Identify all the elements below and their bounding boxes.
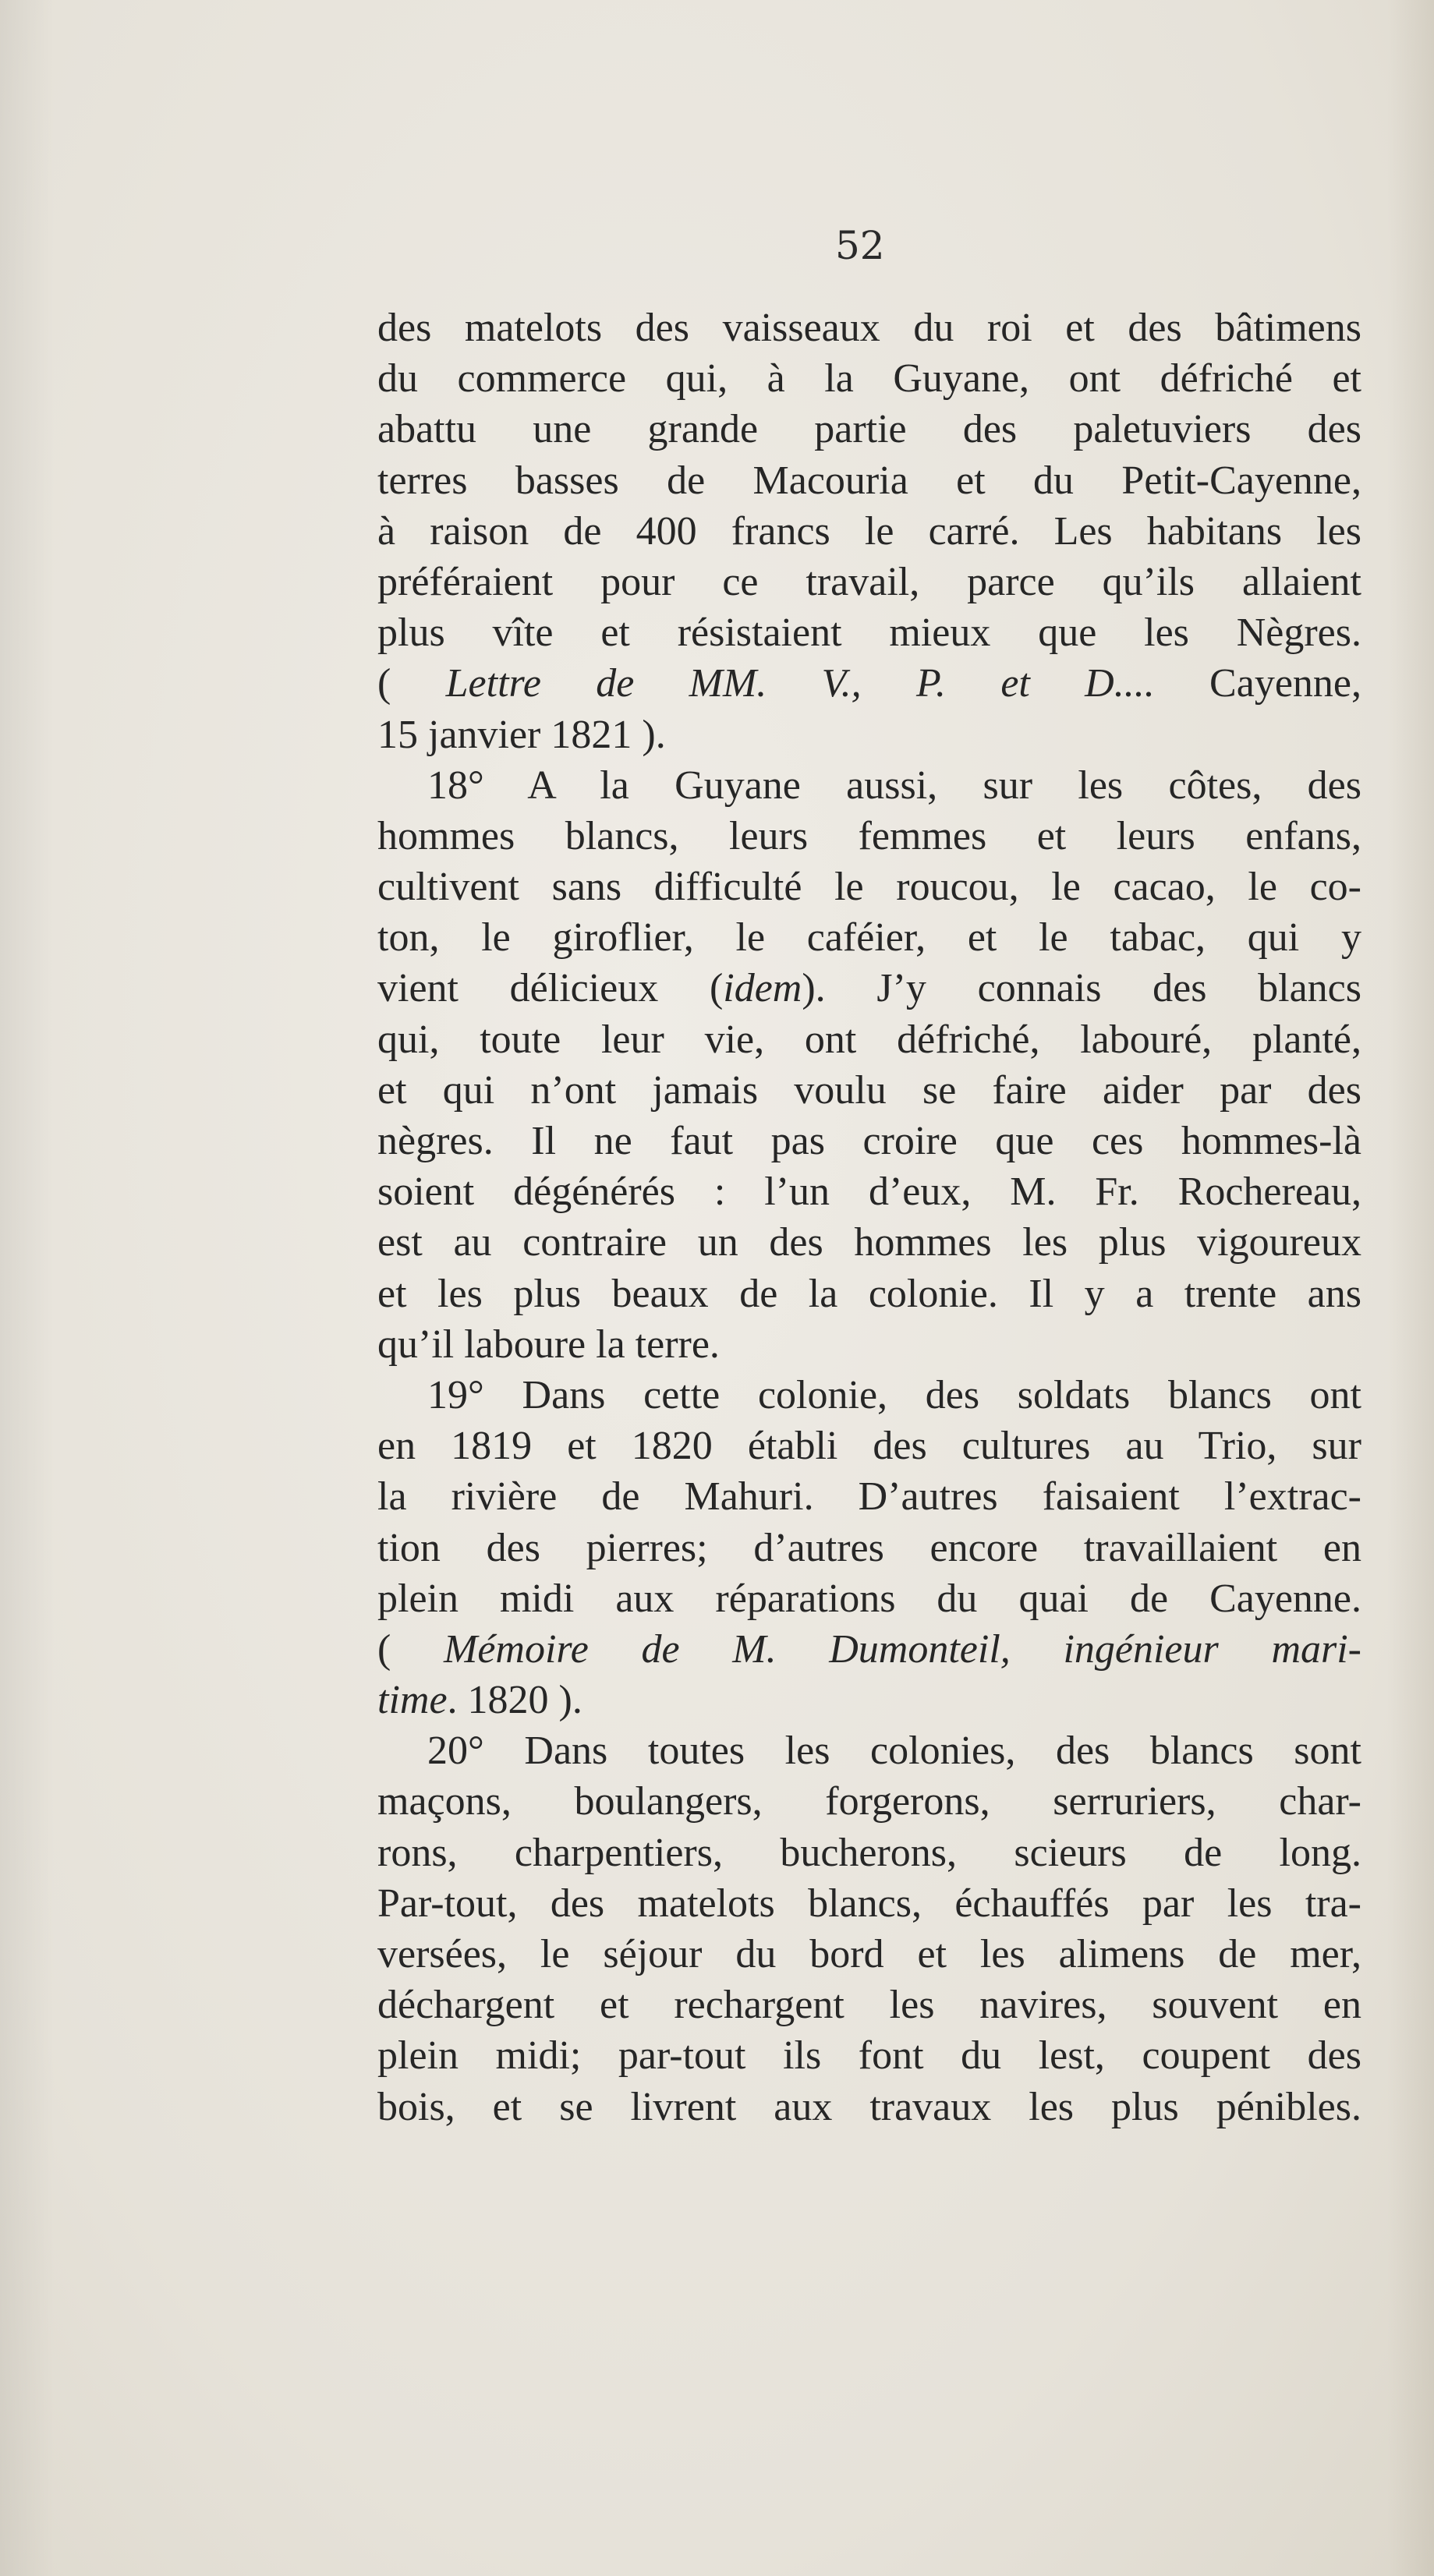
text-segment: à raison de 400 francs le carré. Les habitans les — [377, 508, 1361, 554]
text-line — [377, 912, 1361, 963]
text-line — [377, 963, 1361, 1014]
text-line — [377, 506, 1361, 557]
text-segment: du commerce qui, à la Guyane, ont défriché et — [377, 356, 1361, 402]
text-segment: terres basses de Macouria et du Petit-Cayenne, — [377, 458, 1361, 503]
text-segment: nègres. Il ne faut pas croire que ces hommes-là — [377, 1119, 1361, 1163]
text-line — [377, 1828, 1361, 1878]
text-line — [377, 1675, 1361, 1725]
text-segment: Par-tout, des matelots blancs, échauffés par les tra- — [377, 1881, 1361, 1926]
text-line — [377, 811, 1361, 862]
text-line — [377, 1319, 1361, 1370]
text-line — [377, 862, 1361, 912]
text-segment: soient dégénérés : l’un d’eux, M. Fr. Rochereau, — [377, 1169, 1361, 1215]
text-segment: des matelots des vaisseaux du roi et des bâtimens — [377, 306, 1361, 350]
text-segment: plein midi; par-tout ils font du lest, coupent des — [377, 2033, 1361, 2079]
text-segment: tion des pierres; d’autres encore travaillaient en — [377, 1525, 1361, 1570]
text-line — [377, 1471, 1361, 1522]
text-segment: . 1820 ). — [447, 1678, 582, 1723]
text-line — [377, 1929, 1361, 1980]
text-segment: en 1819 et 1820 établi des cultures au Trio, sur — [377, 1424, 1361, 1469]
text-segment: hommes blancs, leurs femmes et leurs enfans, — [377, 813, 1361, 858]
text-line — [377, 1116, 1361, 1166]
text-line — [377, 760, 1361, 811]
text-segment: et qui n’ont jamais voulu se faire aider par des — [377, 1067, 1361, 1113]
text-line — [377, 303, 1361, 353]
text-line — [377, 1370, 1361, 1421]
text-line — [377, 1014, 1361, 1065]
text-line — [377, 1217, 1361, 1268]
text-line — [377, 1166, 1361, 1217]
text-line — [377, 1269, 1361, 1319]
text-line — [377, 1065, 1361, 1116]
text-segment: 19° Dans cette colonie, des soldats blancs ont — [427, 1372, 1361, 1417]
text-segment: bois, et se livrent aux travaux les plus pénibles. — [377, 2084, 1361, 2129]
text-segment: déchargent et rechargent les navires, souvent en — [377, 1983, 1361, 2028]
text-segment: Cayenne, — [1154, 661, 1361, 706]
text-segment: versées, le séjour du bord et les alimens de mer, — [377, 1932, 1361, 1976]
text-line — [377, 455, 1361, 506]
text-segment: qui, toute leur vie, ont défriché, labouré, planté, — [377, 1017, 1361, 1062]
text-segment: préféraient pour ce travail, parce qu’ils allaient — [377, 559, 1361, 604]
page-number: 52 — [835, 223, 885, 268]
text-segment: 20° Dans toutes les colonies, des blancs sont — [427, 1729, 1361, 1774]
italic-text-segment: Mémoire de M. Dumonteil, ingénieur mari- — [444, 1626, 1361, 1672]
text-segment: 15 janvier 1821 ). — [377, 712, 666, 757]
text-segment: plus vîte et résistaient mieux que les Nègres. — [377, 610, 1361, 656]
text-segment: et les plus beaux de la colonie. Il y a trente ans — [377, 1271, 1361, 1316]
italic-text-segment: time — [377, 1678, 448, 1723]
text-line — [377, 658, 1361, 709]
text-line — [377, 557, 1361, 607]
text-segment: abattu une grande partie des paletuviers des — [377, 407, 1361, 452]
text-line — [377, 1725, 1361, 1776]
italic-text-segment: Lettre de MM. V., P. et D.... — [445, 661, 1155, 706]
text-segment: la rivière de Mahuri. D’autres faisaient l’extrac- — [377, 1474, 1361, 1520]
text-segment: ( — [377, 661, 446, 706]
text-segment: ( — [377, 1626, 444, 1672]
text-segment: qu’il laboure la terre. — [377, 1322, 720, 1367]
text-segment: est au contraire un des hommes les plus vigoureux — [377, 1220, 1361, 1265]
text-line — [377, 353, 1361, 404]
text-line — [377, 1523, 1361, 1573]
text-line — [377, 404, 1361, 455]
text-segment: plein midi aux réparations du quai de Cayenne. — [377, 1576, 1361, 1621]
text-segment: rons, charpentiers, bucherons, scieurs de long. — [377, 1830, 1361, 1875]
text-line — [377, 2082, 1361, 2132]
text-segment: ton, le giroflier, le caféier, et le tabac, qui y — [377, 915, 1361, 961]
body-text — [377, 303, 1361, 2132]
text-line — [377, 1573, 1361, 1624]
text-line — [377, 1878, 1361, 1929]
text-line — [377, 709, 1361, 760]
text-line — [377, 1421, 1361, 1471]
text-segment: maçons, boulangers, forgerons, serruriers, char- — [377, 1779, 1361, 1824]
text-line — [377, 2030, 1361, 2081]
text-segment: cultivent sans difficulté le roucou, le cacao, le co- — [377, 865, 1361, 910]
italic-text-segment: idem — [723, 966, 802, 1011]
text-segment: vient délicieux ( — [377, 966, 724, 1011]
text-line — [377, 1624, 1361, 1675]
text-segment: ). J’y connais des blancs — [802, 966, 1362, 1011]
text-segment: 18° A la Guyane aussi, sur les côtes, des — [427, 763, 1361, 808]
text-line — [377, 1776, 1361, 1827]
text-line — [377, 607, 1361, 658]
text-line — [377, 1980, 1361, 2030]
